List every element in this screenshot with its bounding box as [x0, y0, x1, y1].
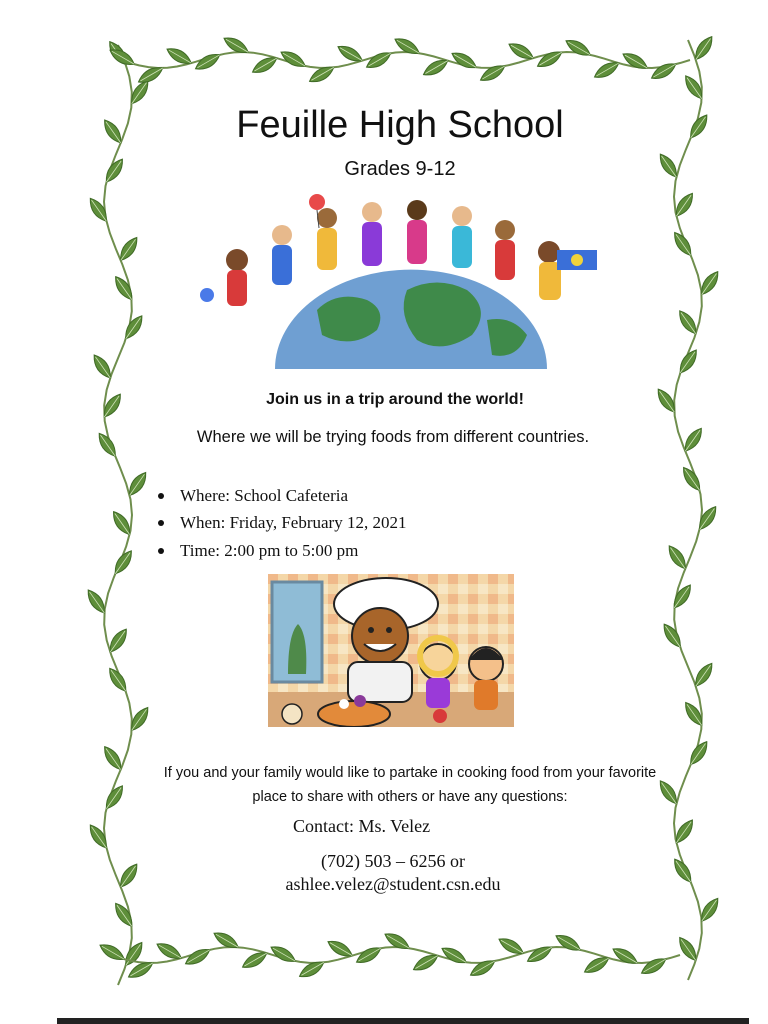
invitation-text: If you and your family would like to partake in cooking food from your favorite place to share with others or have any questions: — [163, 765, 657, 805]
leaf-icon — [525, 943, 555, 966]
leaf-icon — [553, 931, 583, 954]
page-title: Feuille High School — [236, 104, 564, 146]
contact-phone: (702) 503 – 6256 or — [321, 851, 465, 871]
bullet-icon — [158, 548, 164, 554]
leaf-icon — [639, 955, 669, 978]
time-detail: Time: 2:00 pm to 5:00 pm — [180, 540, 359, 560]
leaf-icon — [97, 941, 127, 964]
leaf-icon — [468, 956, 498, 979]
leaf-icon — [649, 60, 679, 83]
when-detail: When: Friday, February 12, 2021 — [180, 513, 407, 533]
bullet-icon — [158, 520, 164, 526]
chef-cooking-image — [268, 574, 514, 727]
bullet-icon — [158, 493, 164, 499]
leaf-icon — [439, 944, 469, 967]
event-details-list — [155, 482, 406, 565]
bottom-divider — [57, 1018, 749, 1024]
list-item — [155, 510, 406, 538]
leaf-icon — [392, 35, 422, 58]
intro-text: Where we will be trying foods from different countries. — [196, 428, 590, 446]
grades-subtitle: Grades 9-12 — [344, 158, 456, 180]
tagline: Join us in a trip around the world! — [266, 391, 524, 408]
list-item — [155, 537, 406, 565]
leaf-icon — [610, 944, 640, 967]
list-item — [155, 482, 406, 510]
where-detail: Where: School Cafeteria — [180, 485, 349, 505]
leaf-icon — [382, 930, 412, 953]
leaf-icon — [364, 49, 394, 72]
world-children-image — [187, 190, 608, 369]
leaf-icon — [563, 36, 593, 59]
leaf-icon — [449, 49, 479, 72]
leaf-icon — [535, 48, 565, 71]
leaf-icon — [620, 49, 650, 72]
contact-email: ashlee.velez@student.csn.edu — [285, 874, 501, 894]
leaf-icon — [354, 944, 384, 967]
leaf-icon — [478, 61, 508, 84]
bowl-icon — [318, 701, 390, 727]
contact-name: Contact: Ms. Velez — [293, 816, 431, 836]
